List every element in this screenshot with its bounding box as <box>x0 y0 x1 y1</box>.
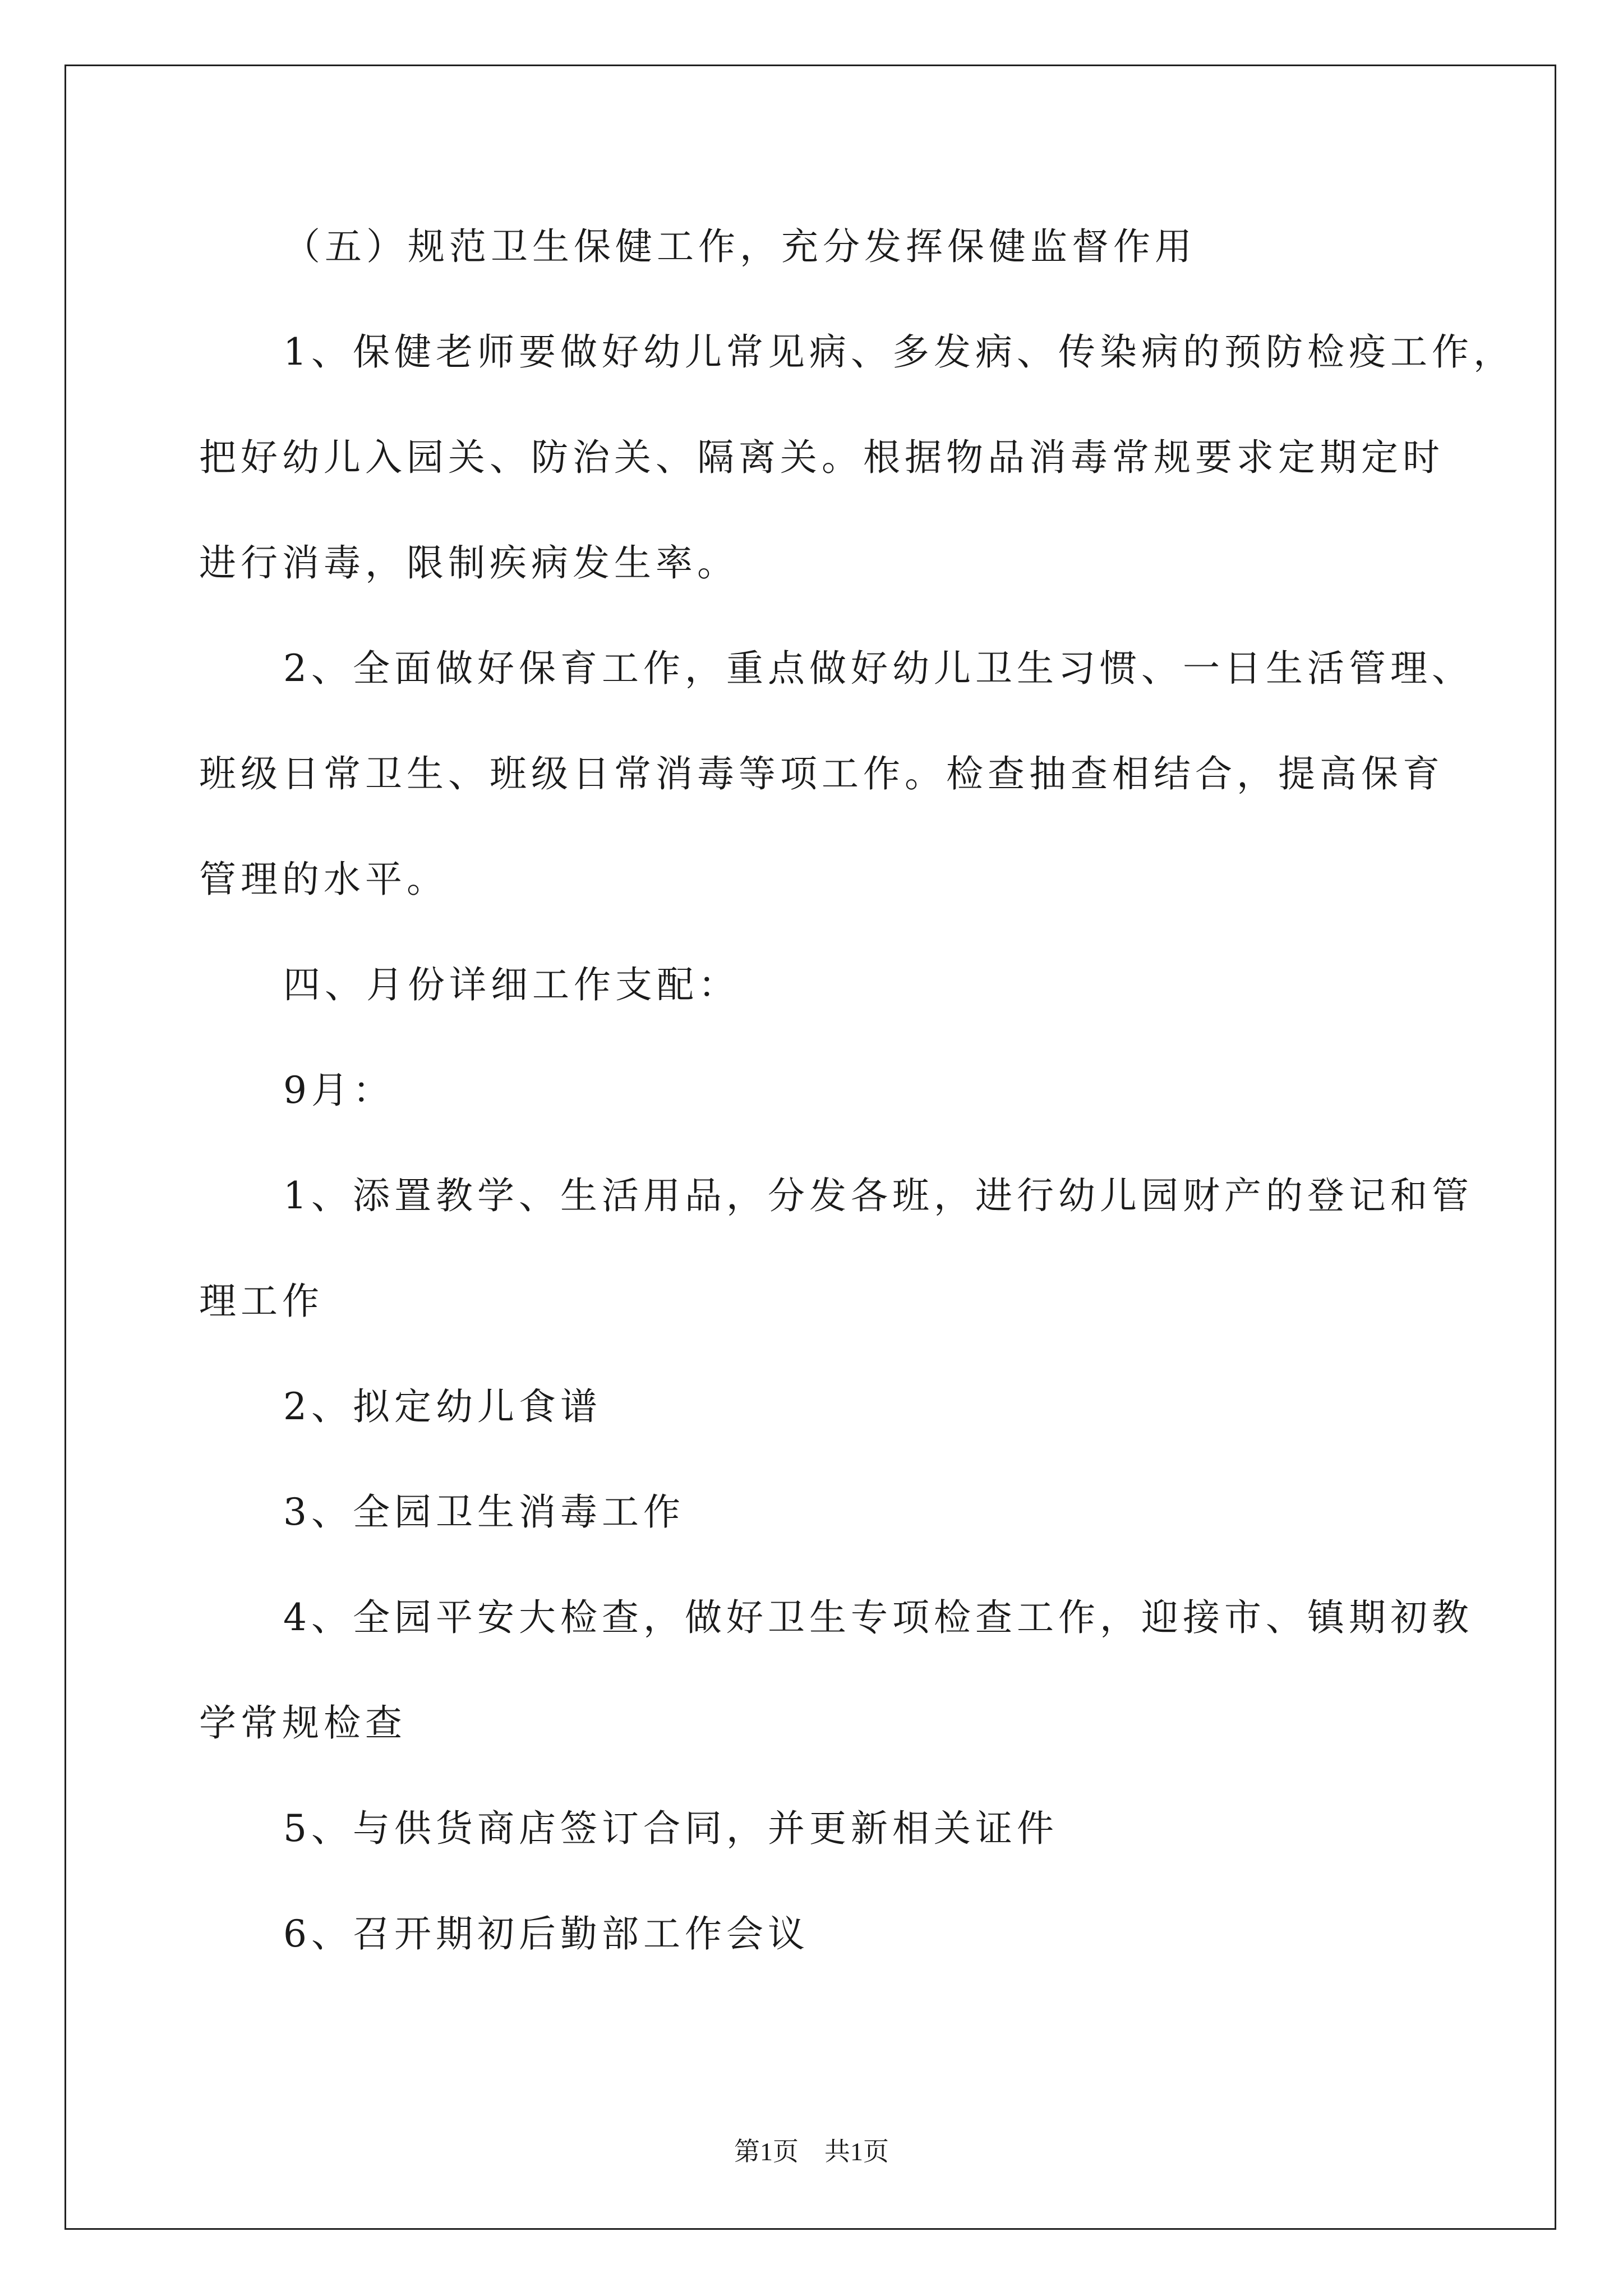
paragraph-line: 班级日常卫生、班级日常消毒等项工作。检查抽查相结合，提高保育 <box>199 752 1444 795</box>
list-item: 3、全园卫生消毒工作 <box>283 1490 685 1534</box>
month-heading: 9月： <box>283 1069 394 1112</box>
list-item: 6、召开期初后勤部工作会议 <box>283 1912 809 1955</box>
list-item: 4、全园平安大检查，做好卫生专项检查工作，迎接市、镇期初教 <box>283 1596 1473 1639</box>
paragraph-line: 1、保健老师要做好幼儿常见病、多发病、传染病的预防检疫工作， <box>283 330 1515 374</box>
list-item: 5、与供货商店签订合同，并更新相关证件 <box>283 1807 1058 1850</box>
list-item-continuation: 理工作 <box>199 1280 324 1323</box>
list-item: 2、拟定幼儿食谱 <box>283 1385 602 1428</box>
paragraph-line: 管理的水平。 <box>199 858 448 901</box>
section-heading-4: 四、月份详细工作支配： <box>283 963 740 1006</box>
list-item-continuation: 学常规检查 <box>199 1701 407 1745</box>
paragraph-line: 2、全面做好保育工作，重点做好幼儿卫生习惯、一日生活管理、 <box>283 647 1473 690</box>
paragraph-line: 把好幼儿入园关、防治关、隔离关。根据物品消毒常规要求定期定时 <box>199 436 1444 479</box>
section-heading-5: （五）规范卫生保健工作，充分发挥保健监督作用 <box>283 225 1196 268</box>
list-item: 1、添置教学、生活用品，分发各班，进行幼儿园财产的登记和管 <box>283 1174 1473 1217</box>
page-border <box>64 65 1556 2230</box>
page-footer: 第1页 共1页 <box>734 2137 889 2166</box>
paragraph-line: 进行消毒，限制疾病发生率。 <box>199 541 739 585</box>
